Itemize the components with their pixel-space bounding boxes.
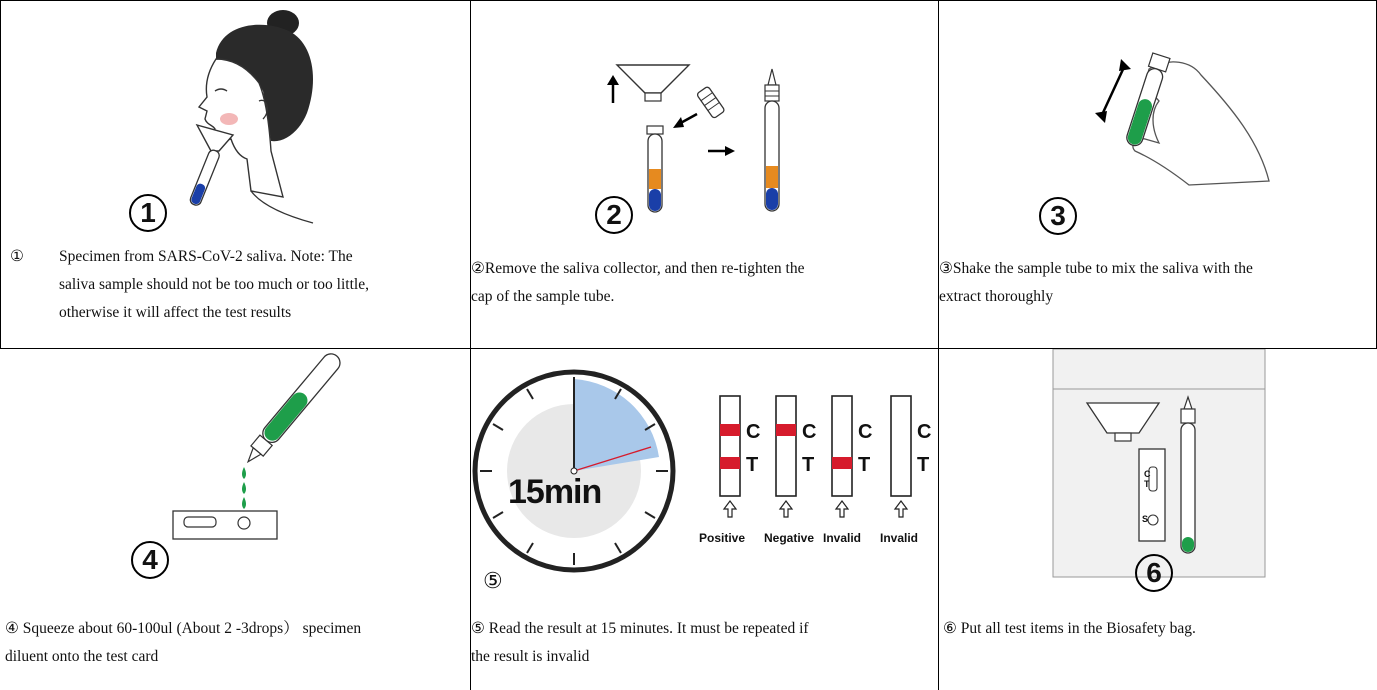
strip-2-c-label: C bbox=[802, 421, 817, 443]
shake-tube-illustration bbox=[939, 1, 1376, 241]
caption-line: cap of the sample tube. bbox=[471, 288, 615, 305]
caption-line: ⑤ Read the result at 15 minutes. It must be repeated if bbox=[471, 620, 809, 637]
caption-line: ②Remove the saliva collector, and then re-tighten the bbox=[471, 260, 805, 277]
strip-3-t-label: T bbox=[858, 454, 871, 476]
card-s-label: S bbox=[1142, 514, 1149, 524]
step-1-marker: ① bbox=[10, 248, 24, 265]
step-2-number: 2 bbox=[595, 196, 633, 234]
step-3-cell bbox=[939, 1, 1376, 348]
strip-3-c-label: C bbox=[858, 421, 873, 443]
result-label-positive: Positive bbox=[699, 531, 746, 545]
step-1-number: 1 bbox=[129, 194, 167, 232]
step-6-caption bbox=[943, 615, 1196, 643]
step-5-cell bbox=[471, 349, 938, 690]
step-3-number: 3 bbox=[1039, 197, 1077, 235]
saliva-collection-illustration bbox=[1, 1, 470, 241]
strip-4-c-label: C bbox=[917, 421, 932, 443]
caption-line: ③Shake the sample tube to mix the saliva with the bbox=[939, 260, 1253, 277]
step-4-caption bbox=[5, 615, 361, 671]
card-c-label: C bbox=[1144, 469, 1151, 479]
step-1-caption bbox=[59, 243, 369, 327]
step-2-caption bbox=[471, 255, 805, 311]
step-6-cell bbox=[939, 349, 1376, 690]
step-4-cell bbox=[1, 349, 470, 690]
result-label-negative: Negative bbox=[764, 531, 815, 545]
caption-line: otherwise it will affect the test results bbox=[59, 304, 292, 321]
step-5-number: ⑤ bbox=[483, 568, 503, 593]
caption-line: ④ Squeeze about 60-100ul (About 2 -3drops） specimen bbox=[5, 620, 362, 637]
strip-1-c-label: C bbox=[746, 421, 761, 443]
step-1-cell bbox=[1, 1, 470, 348]
biosafety-bag-illustration bbox=[939, 349, 1376, 589]
remove-collector-illustration bbox=[471, 1, 938, 241]
result-label-invalid: Invalid bbox=[880, 531, 919, 545]
step-6-number: 6 bbox=[1135, 554, 1173, 592]
caption-line: extract thoroughly bbox=[939, 288, 1054, 305]
step-3-caption bbox=[939, 255, 1253, 311]
card-t-label: T bbox=[1144, 479, 1150, 489]
strip-4-t-label: T bbox=[917, 454, 930, 476]
caption-line: ⑥ Put all test items in the Biosafety bag. bbox=[943, 620, 1196, 637]
step-2-cell bbox=[471, 1, 938, 348]
strip-1-t-label: T bbox=[746, 454, 759, 476]
step-5-caption bbox=[471, 615, 809, 671]
caption-line: saliva sample should not be too much or too little, bbox=[59, 276, 369, 293]
timer-label: 15min bbox=[508, 473, 602, 511]
dropper-illustration bbox=[1, 349, 470, 589]
result-label-invalid: Invalid bbox=[823, 531, 862, 545]
caption-line: Specimen from SARS-CoV-2 saliva. Note: The bbox=[59, 248, 353, 265]
caption-line: diluent onto the test card bbox=[5, 648, 159, 665]
strip-2-t-label: T bbox=[802, 454, 815, 476]
caption-line: the result is invalid bbox=[471, 648, 590, 665]
step-4-number: 4 bbox=[131, 541, 169, 579]
